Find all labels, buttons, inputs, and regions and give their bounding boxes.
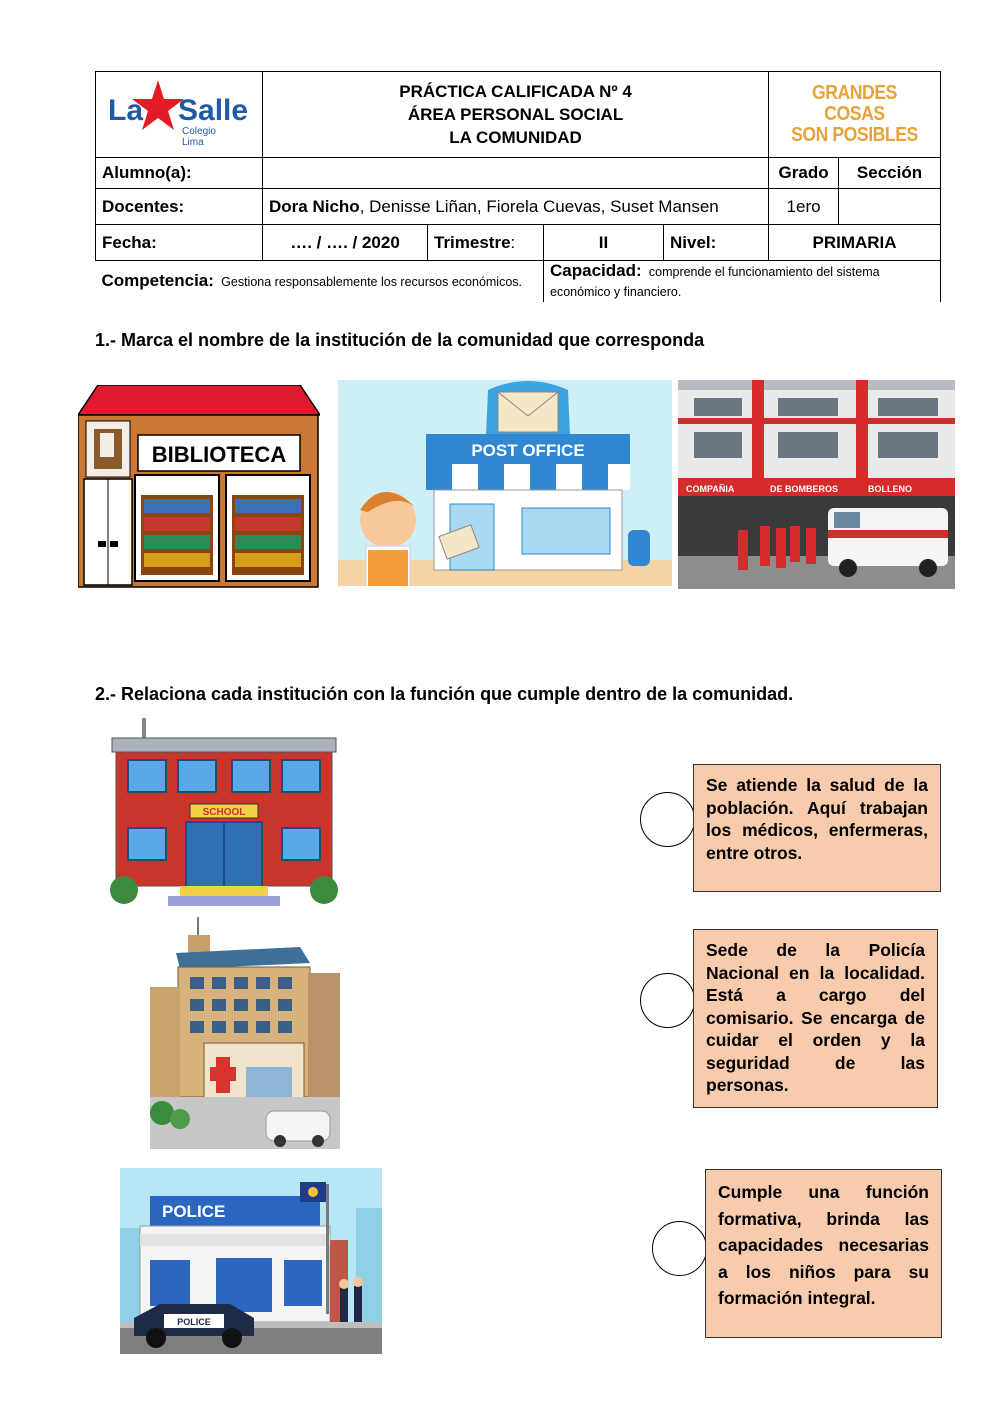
hospital-image[interactable] <box>150 917 340 1149</box>
logo-cell <box>96 72 263 158</box>
question-2: 2.- Relaciona cada institución con la función que cumple dentro de la comunidad. <box>95 684 794 704</box>
badge-icon <box>308 1187 318 1197</box>
teachers-value: Dora Nicho, Denisse Liñan, Fiorela Cuevas, Suset Mansen <box>263 189 769 225</box>
function-box-health: Se atiende la salud de la población. Aquí trabajan los médicos, enfermeras, entre otros. <box>693 764 941 892</box>
slogan-cell <box>769 72 941 158</box>
svg-text:COMPAÑIA: COMPAÑIA <box>686 484 735 494</box>
match-circle-2[interactable] <box>640 973 695 1028</box>
svg-text:POST OFFICE: POST OFFICE <box>471 441 585 460</box>
svg-text:Colegio: Colegio <box>182 126 216 137</box>
level-label: Nivel: <box>664 225 769 261</box>
svg-text:BOLLENO: BOLLENO <box>868 484 912 494</box>
title-line-2: ÁREA PERSONAL SOCIAL <box>407 105 624 124</box>
student-name-field[interactable] <box>263 158 769 189</box>
term-label-cell: Trimestre: <box>428 225 544 261</box>
svg-text:Salle: Salle <box>178 94 249 127</box>
svg-text:DE BOMBEROS: DE BOMBEROS <box>770 484 839 494</box>
section-value-field[interactable] <box>839 189 941 225</box>
police-station-image[interactable] <box>120 1168 382 1354</box>
match-circle-3[interactable] <box>652 1221 707 1276</box>
term-value: II <box>544 225 664 261</box>
teachers-label: Docentes: <box>96 189 263 225</box>
question-1: 1.- Marca el nombre de la institución de la comunidad que corresponda <box>95 330 705 350</box>
title-cell <box>263 72 769 158</box>
school-image[interactable] <box>108 718 340 908</box>
date-value: …. / …. / 2020 <box>263 225 428 261</box>
la-salle-logo <box>96 72 262 152</box>
svg-text:La: La <box>108 94 144 127</box>
date-label: Fecha: <box>96 225 263 261</box>
library-image[interactable] <box>78 385 320 588</box>
svg-text:POLICE: POLICE <box>162 1202 226 1221</box>
capacity-cell: Capacidad: comprende el funcionamiento del sistema económico y financiero. <box>544 261 941 303</box>
level-value: PRIMARIA <box>769 225 941 261</box>
svg-text:Lima: Lima <box>182 137 204 148</box>
svg-text:POLICE: POLICE <box>177 1317 211 1327</box>
match-circle-1[interactable] <box>640 792 695 847</box>
grade-label: Grado <box>769 158 839 189</box>
title-line-3: LA COMUNIDAD <box>449 128 582 147</box>
function-box-police: Sede de la Policía Nacional en la localidad. Está a cargo del comisario. Se encarga de cuidar el orden y la seguridad de las personas. <box>693 929 938 1108</box>
section-label: Sección <box>839 158 941 189</box>
svg-text:BIBLIOTECA: BIBLIOTECA <box>151 442 287 467</box>
student-label: Alumno(a): <box>96 158 263 189</box>
post-office-image[interactable] <box>338 380 672 586</box>
svg-text:SCHOOL: SCHOOL <box>202 807 246 818</box>
title-line-1: PRÁCTICA CALIFICADA Nº 4 <box>399 82 632 101</box>
grade-value: 1ero <box>769 189 839 225</box>
competence-cell: Competencia: Gestiona responsablemente los recursos económicos. <box>96 261 544 303</box>
header-table <box>95 71 941 302</box>
fire-station-image[interactable] <box>678 380 955 589</box>
function-box-school: Cumple una función formativa, brinda las capacidades necesarias a los niños para su formación integral. <box>705 1169 942 1338</box>
slogan: GRANDES COSAS SON POSIBLES <box>791 82 918 146</box>
